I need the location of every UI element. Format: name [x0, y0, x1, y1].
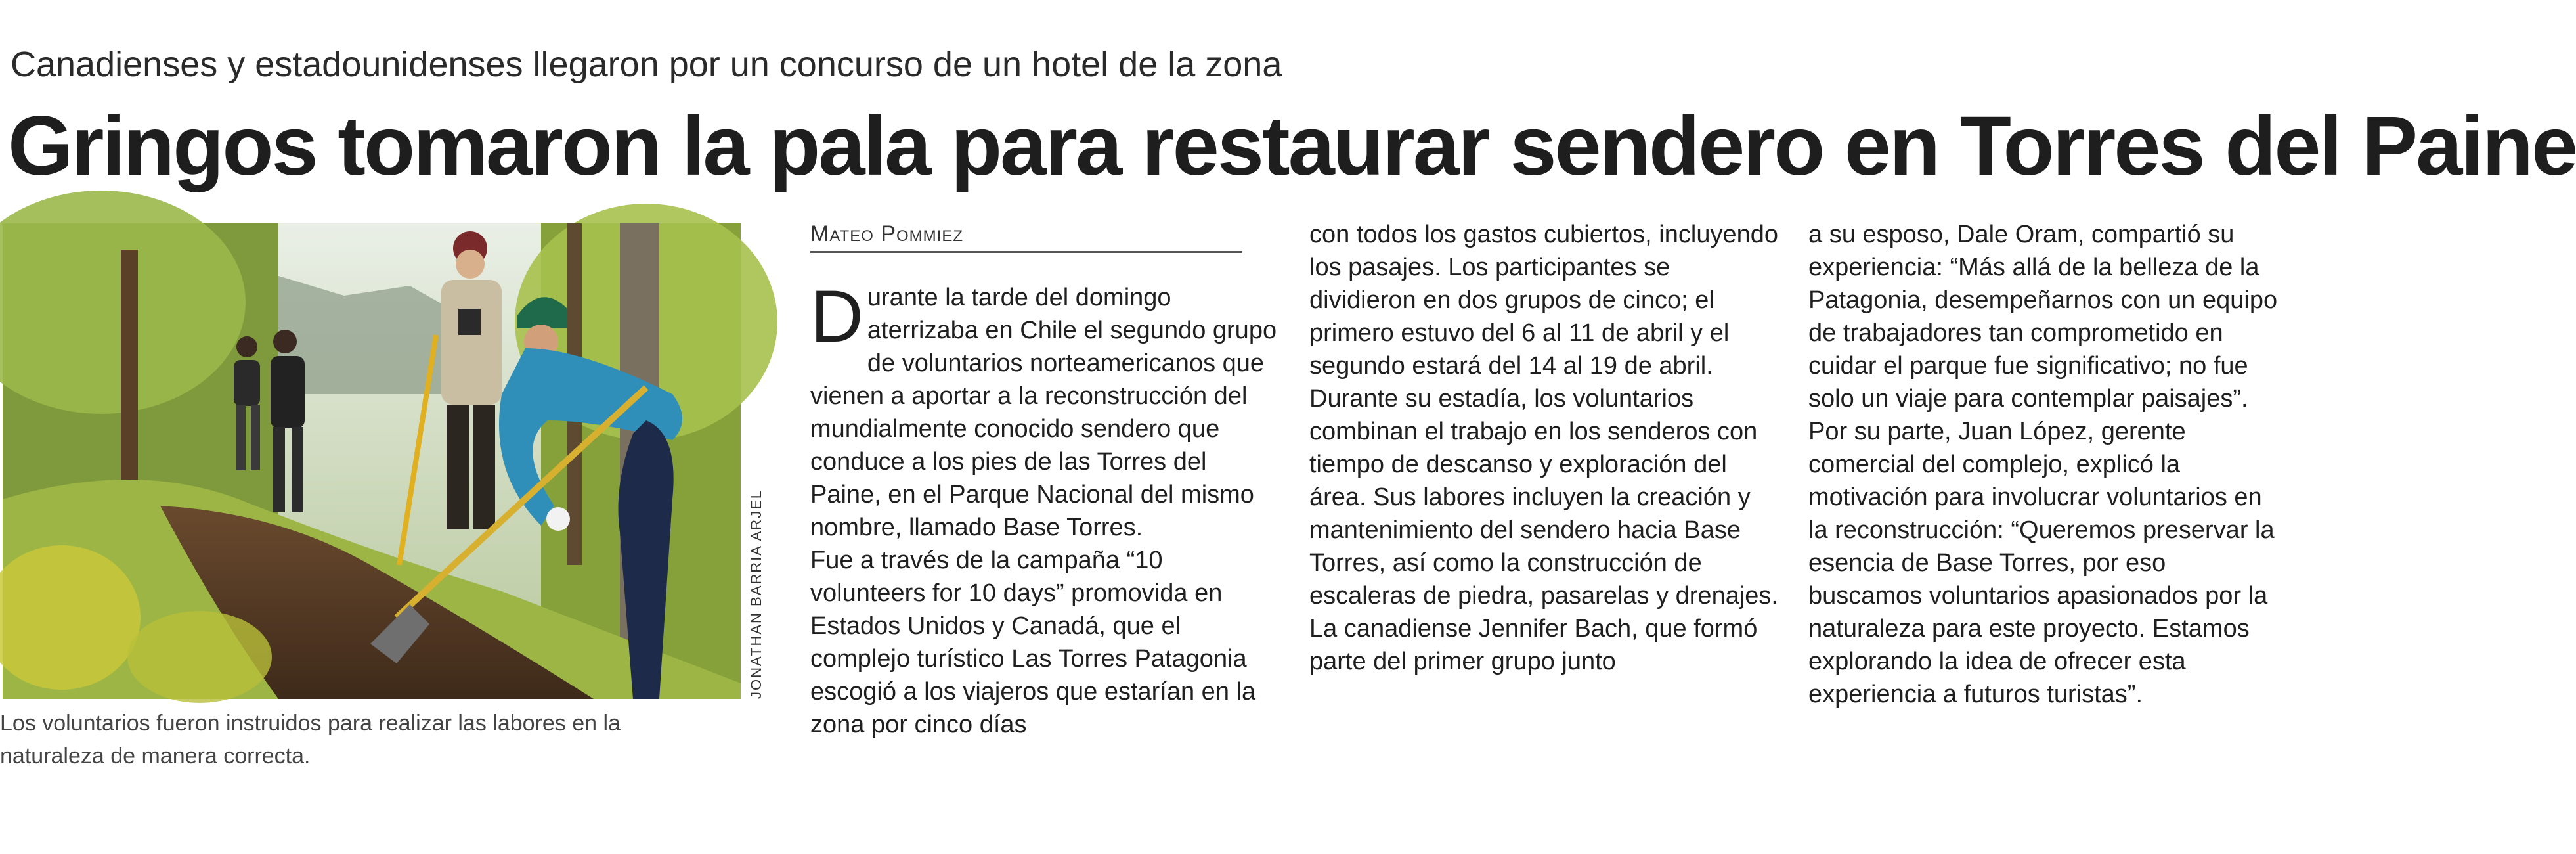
body-paragraph: La canadiense Jennifer Bach, que formó parte del primer grupo junto [1309, 615, 1758, 675]
body-paragraph: a su esposo, Dale Oram, compartió su experiencia: “Más allá de la belleza de la Patagonia, desempeñarnos con un equipo de trabajadores tan comprometido en cuidar el parque fue significativo; no fue solo un viaje para contemplar paisajes”. [1808, 221, 2278, 413]
body-paragraph: Por su parte, Juan López, gerente comercial del complejo, explicó la motivación para involucrar voluntarios en la reconstrucción: “Queremos preservar la esencia de Base Torres, por eso buscamos voluntarios apasionados por la naturaleza para este proyecto. Estamos explorando la idea de ofrecer esta experiencia a futuros turistas”. [1808, 418, 2275, 708]
article-column-3 [1808, 218, 2281, 711]
author-byline: Mateo Pommiez [810, 219, 1242, 253]
article-photo [3, 223, 741, 699]
body-paragraph: Fue a través de la campaña “10 volunteers for 10 days” promovida en Estados Unidos y Canadá, que el complejo turístico Las Torres Patagonia escogió a los viajeros que estarían en la zona por cinco días [810, 547, 1256, 738]
article-column-2 [1309, 218, 1782, 678]
body-paragraph: Durante su estadía, los voluntarios combinan el trabajo en los senderos con tiempo de descanso y exploración del área. Sus labores incluyen la creación y mantenimiento del sendero hacia Base Torres, así como la construcción de escaleras de piedra, pasarelas y drenajes. [1309, 385, 1778, 610]
article-headline: Gringos tomaron la pala para restaurar sendero en Torres del Paine [8, 99, 2576, 193]
volunteers-trail-illustration [3, 223, 741, 699]
photo-credit [745, 489, 784, 699]
paragraph-text: urante la tarde del domingo aterrizaba en Chile el segundo grupo de voluntarios norteamericanos que vienen a aportar a la reconstrucción del mundialmente conocido sendero que conduce a los pies de las Torres del Paine, en el Parque Nacional del mismo nombre, llamado Base Torres. [810, 284, 1277, 541]
article-column-1 [810, 275, 1283, 741]
article-kicker: Canadienses y estadounidenses llegaron por un concurso de un hotel de la zona [11, 45, 1282, 84]
photo-credit-text: JONATHAN BARRIA ARJEL [748, 489, 764, 699]
body-paragraph [810, 275, 1283, 544]
drop-cap: D [810, 275, 863, 357]
photo-caption: Los voluntarios fueron instruidos para realizar las labores en la naturaleza de manera correcta. [0, 711, 621, 769]
body-paragraph: con todos los gastos cubiertos, incluyendo los pasajes. Los participantes se dividieron en dos grupos de cinco; el primero estuvo del 6 al 11 de abril y el segundo estará del 14 al 19 de abril. [1309, 221, 1778, 380]
